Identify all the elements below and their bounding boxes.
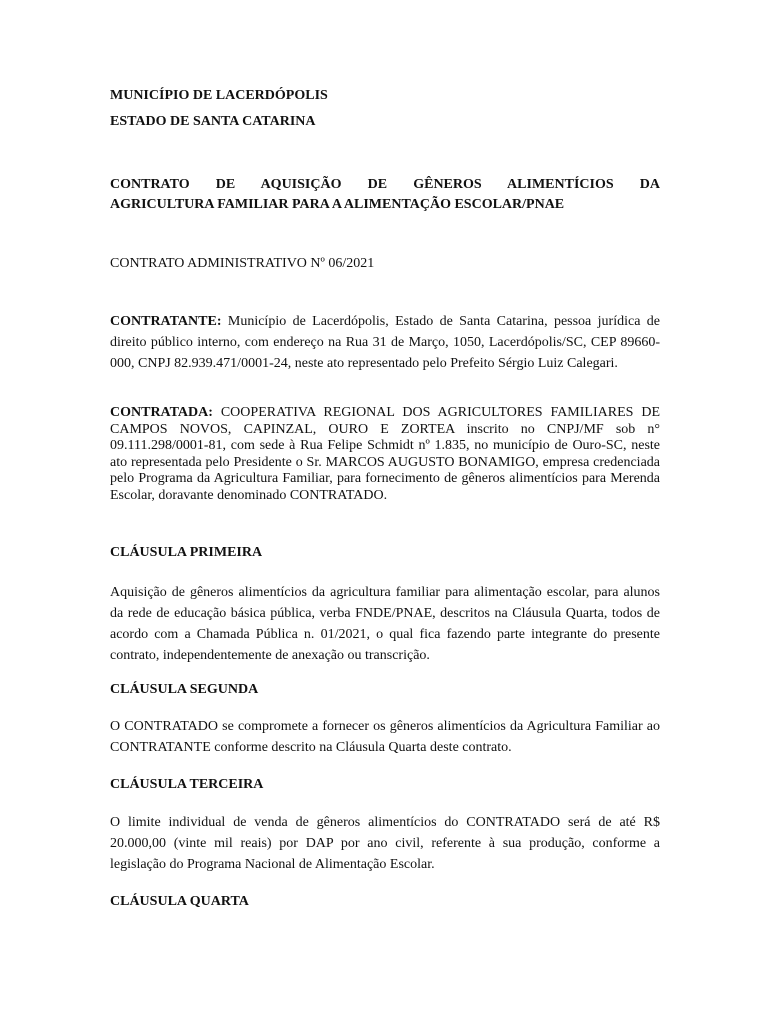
clause-1-title: CLÁUSULA PRIMEIRA (110, 545, 263, 560)
clause-2-title: CLÁUSULA SEGUNDA (110, 682, 259, 697)
state-heading: ESTADO DE SANTA CATARINA (110, 114, 316, 129)
contratada-label: CONTRATADA: (110, 405, 213, 420)
contract-title-line-2: AGRICULTURA FAMILIAR PARA A ALIMENTAÇÃO ESCOLAR/PNAE (110, 197, 565, 212)
clause-4-title: CLÁUSULA QUARTA (110, 894, 249, 909)
clause-3-title: CLÁUSULA TERCEIRA (110, 777, 264, 792)
contratada-text: COOPERATIVA REGIONAL DOS AGRICULTORES FAMILIARES DE CAMPOS NOVOS, CAPINZAL, OURO E ZORTEA inscrito no CNPJ/MF sob n° 09.111.298/0001-81, com sede à Rua Felipe Schmidt nº 1.835, no município de Ouro-SC, neste ato representada pelo Presidente o Sr. MARCOS AUGUSTO BONAMIGO, empresa credenciada pelo Programa da Agricultura Familiar, para fornecimento de gêneros alimentícios para Merenda Escolar, doravante denominado CONTRATADO. (110, 405, 661, 503)
clause-2-text: O CONTRATADO se compromete a fornecer os gêneros alimentícios da Agricultura Familiar ao CONTRATANTE conforme descrito na Cláusula Quarta deste contrato. (110, 719, 660, 755)
clause-1-text: Aquisição de gêneros alimentícios da agricultura familiar para alimentação escolar, para alunos da rede de educação básica pública, verba FNDE/PNAE, descritos na Cláusula Quarta, todos de acordo com a Chamada Pública n. 01/2021, o qual fica fazendo parte integrante do presente contrato, independentemente de anexação ou transcrição. (110, 585, 660, 663)
contratante-paragraph (110, 311, 660, 374)
contract-title-line-1: CONTRATO DE AQUISIÇÃO DE GÊNEROS ALIMENTÍCIOS DA (110, 177, 660, 192)
contratante-text: Município de Lacerdópolis, Estado de Santa Catarina, pessoa jurídica de direito público interno, com endereço na Rua 31 de Março, 1050, Lacerdópolis/SC, CEP 89660-000, CNPJ 82.939.471/0001-24, neste ato representado pelo Prefeito Sérgio Luiz Calegari. (110, 314, 660, 371)
contract-number: CONTRATO ADMINISTRATIVO Nº 06/2021 (110, 256, 375, 271)
clause-3-text: O limite individual de venda de gêneros alimentícios do CONTRATADO será de até R$ 20.000,00 (vinte mil reais) por DAP por ano civil, referente à sua produção, conforme a legislação do Programa Nacional de Alimentação Escolar. (110, 815, 660, 872)
municipality-heading: MUNICÍPIO DE LACERDÓPOLIS (110, 88, 328, 103)
contratante-label: CONTRATANTE: (110, 314, 222, 329)
contratada-paragraph (110, 405, 660, 504)
